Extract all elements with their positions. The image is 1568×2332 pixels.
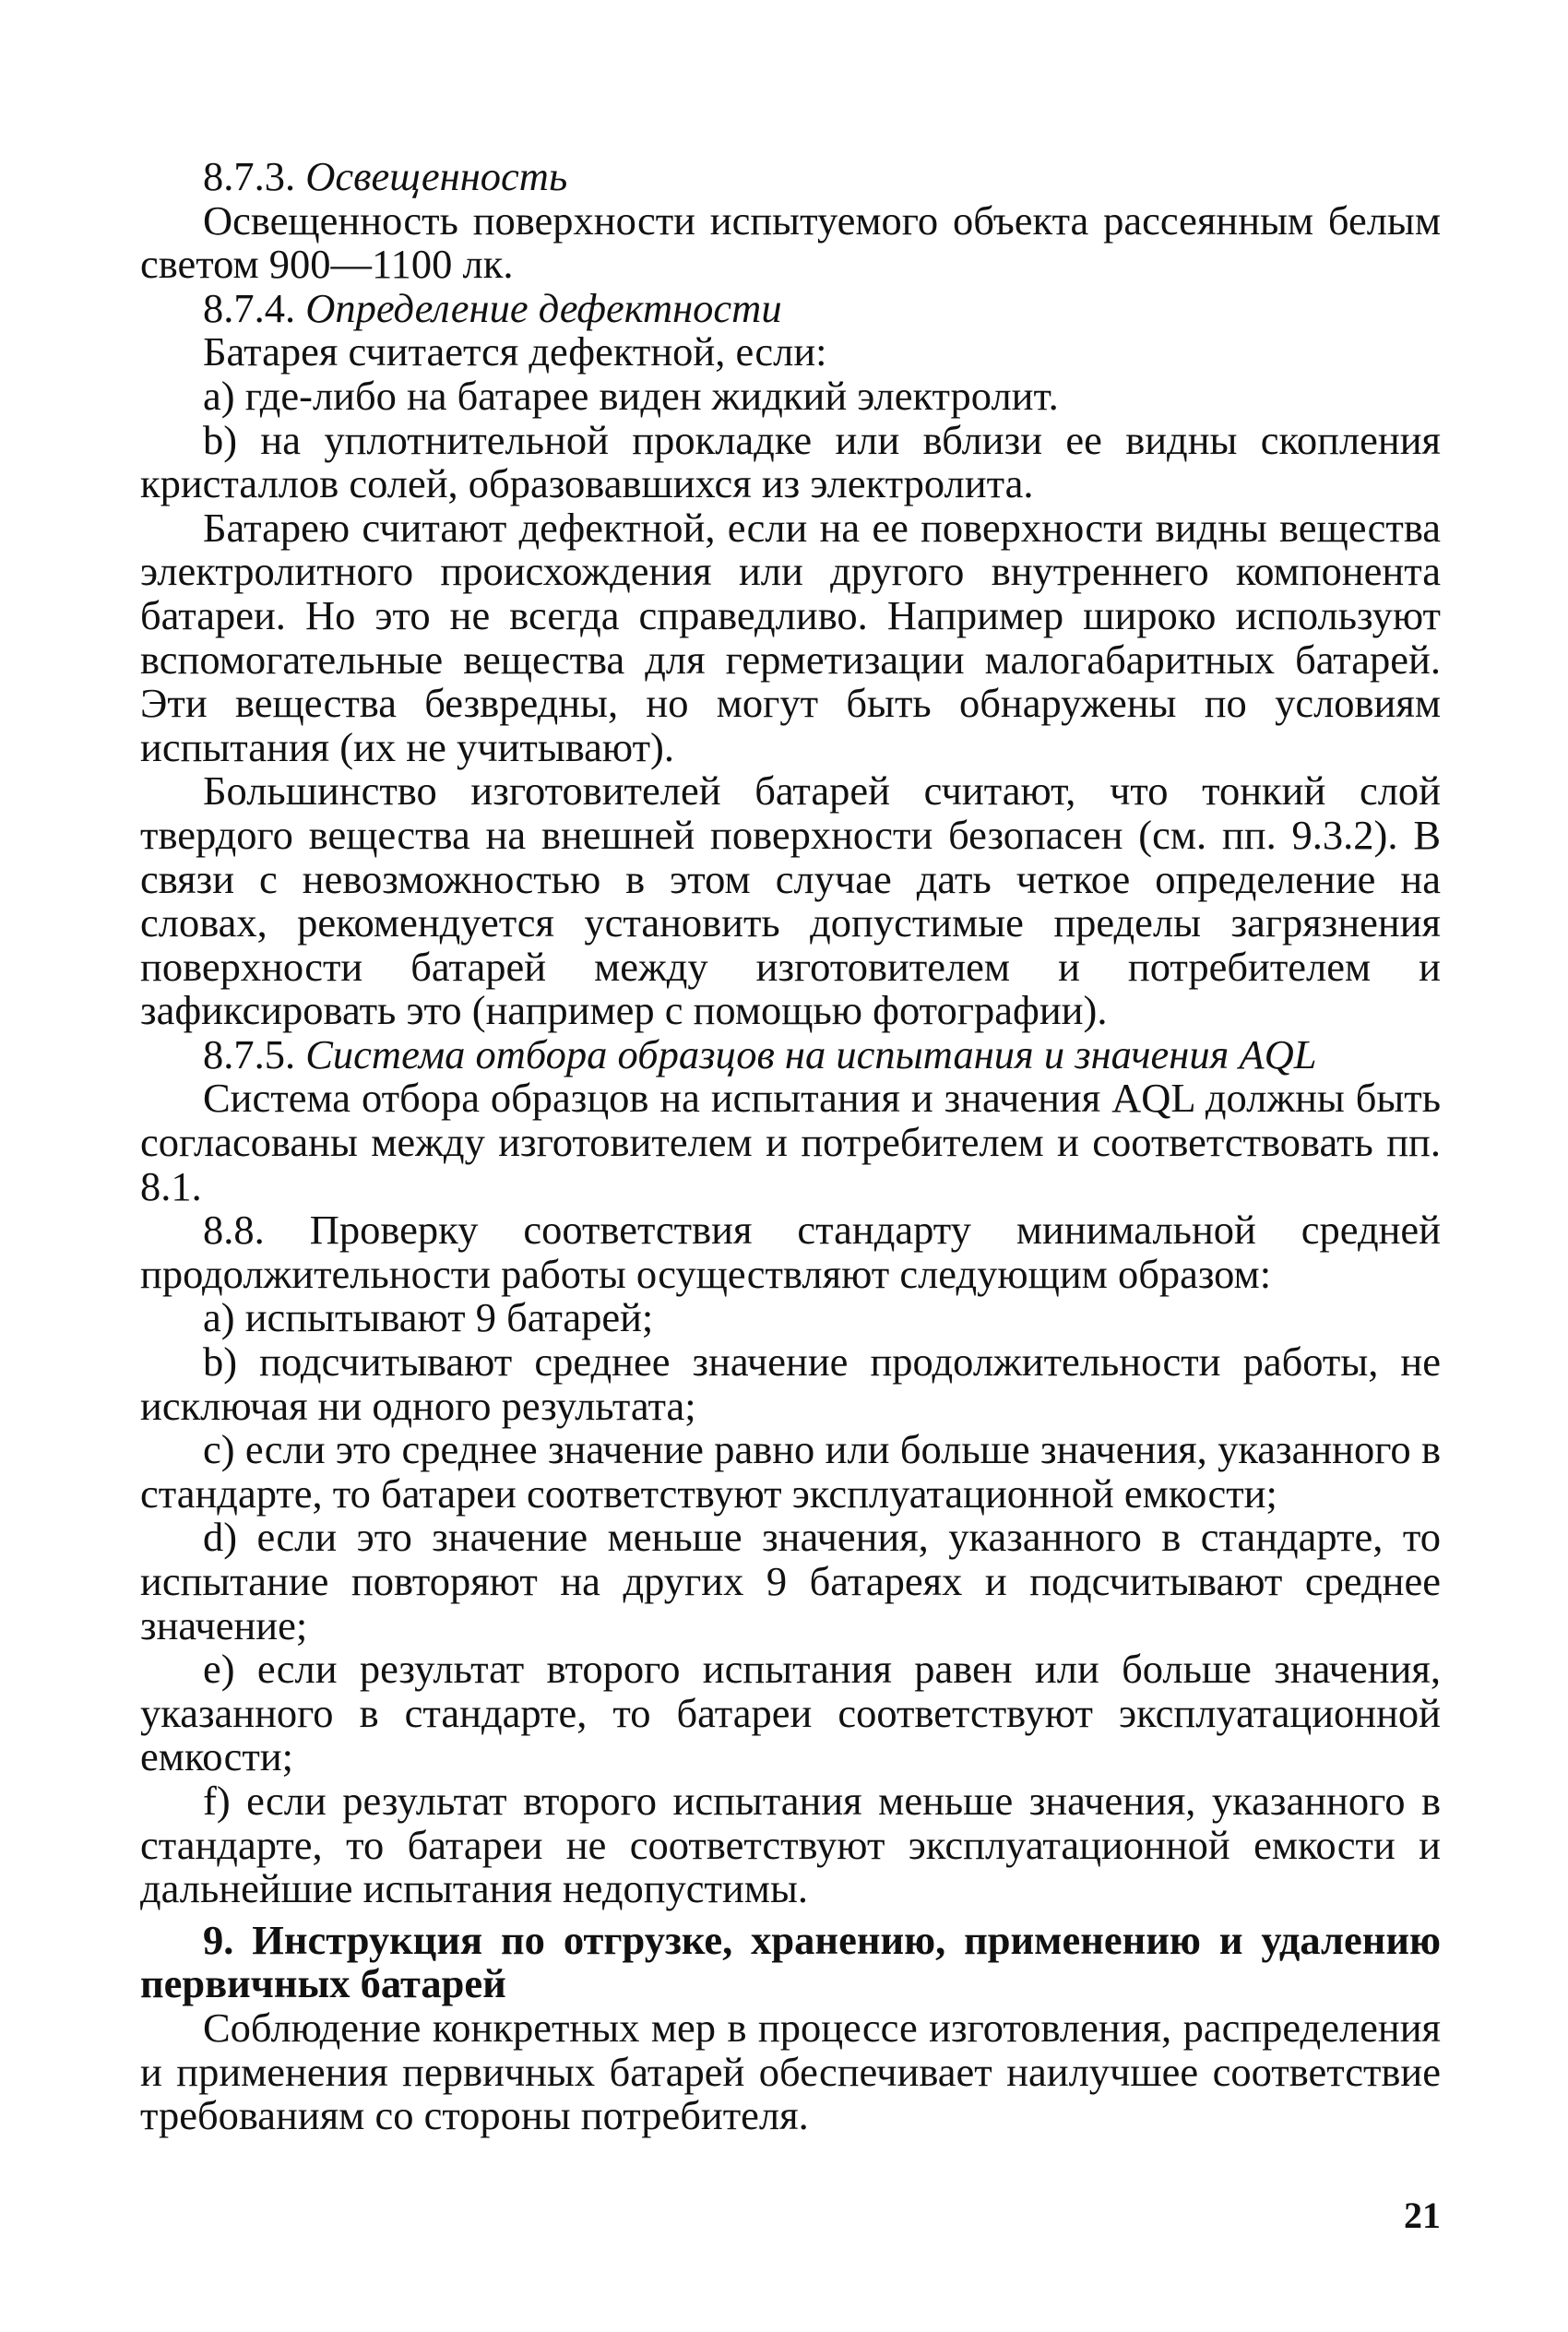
defect-item-b: b) на уплотнительной прокладке или вблизи ее видны скопления кристаллов солей, образовавшихся из электролита. — [140, 416, 1441, 507]
section-number: 8.7.4. — [203, 284, 296, 331]
defect-intro: Батарея считается дефектной, если: — [203, 328, 827, 375]
section-number: 8.7.5. — [203, 1030, 296, 1077]
page-number: 21 — [1404, 2195, 1441, 2236]
check-item-a: а) испытывают 9 батарей; — [203, 1294, 654, 1341]
check-item-e: е) если результат второго испытания равен или больше значения, указанного в стандарте, то батареи соответствуют эксплуатационной емкости; — [140, 1646, 1441, 1780]
section-title: Определение дефектности — [305, 284, 782, 331]
page-body — [140, 155, 1441, 2138]
section-9-text: Соблюдение конкретных мер в процессе изготовления, распределения и применения первичных батарей обеспечивает наилучшее соответствие требованиям со стороны потребителя. — [140, 2004, 1441, 2139]
check-item-f: f) если результат второго испытания меньше значения, указанного в стандарте, то батареи не соответствуют эксплуатационной емкости и дальнейшие испытания недопустимы. — [140, 1777, 1441, 1912]
section-title: Освещенность — [305, 153, 568, 199]
section-9-heading: 9. Инструкция по отгрузке, хранению, применению и удалению первичных батарей — [140, 1916, 1441, 2007]
check-item-c: с) если это среднее значение равно или больше значения, указанного в стандарте, то батареи соответствуют эксплуатационной емкости; — [140, 1426, 1441, 1517]
section-title: Система отбора образцов на испытания и значения AQL — [305, 1030, 1317, 1077]
defect-item-a: а) где-либо на батарее виден жидкий электролит. — [203, 372, 1059, 419]
section-8-7-4-heading — [140, 284, 1441, 331]
section-8-8-intro: 8.8. Проверку соответствия стандарту минимальной средней продолжительности работы осуществляют следующим образом: — [140, 1207, 1441, 1297]
check-item-b: b) подсчитывают среднее значение продолжительности работы, не исключая ни одного результата; — [140, 1339, 1441, 1429]
section-8-7-3-heading — [140, 155, 1441, 199]
section-number: 8.7.3. — [203, 153, 296, 199]
section-8-7-5-text: Система отбора образцов на испытания и значения AQL должны быть согласованы между изготовителем и потребителем и соответствовать пп. 8.1. — [140, 1075, 1441, 1209]
section-8-7-5-heading — [140, 1030, 1441, 1077]
section-8-7-3-text: Освещенность поверхности испытуемого объекта рассеянным белым светом 900—1100 лк. — [140, 196, 1441, 288]
check-item-d: d) если это значение меньше значения, указанного в стандарте, то испытание повторяют на других 9 батареях и подсчитывают среднее значение; — [140, 1514, 1441, 1648]
defect-paragraph-1: Батарею считают дефектной, если на ее поверхности видны вещества электролитного происхождения или другого внутреннего компонента батареи. Но это не всегда справедливо. Например широко используют вспомогательные вещества для герметизации малогабаритных батарей. Эти вещества безвредны, но могут быть обнаружены по условиям испытания (их не учитывают). — [140, 504, 1441, 770]
defect-paragraph-2: Большинство изготовителей батарей считают, что тонкий слой твердого вещества на внешней поверхности безопасен (см. пп. 9.3.2). В связи с невозможностью в этом случае дать четкое определение на словах, рекомендуется установить допустимые пределы загрязнения поверхности батарей между изготовителем и потребителем и зафиксировать это (например с помощью фотографии). — [140, 767, 1441, 1034]
